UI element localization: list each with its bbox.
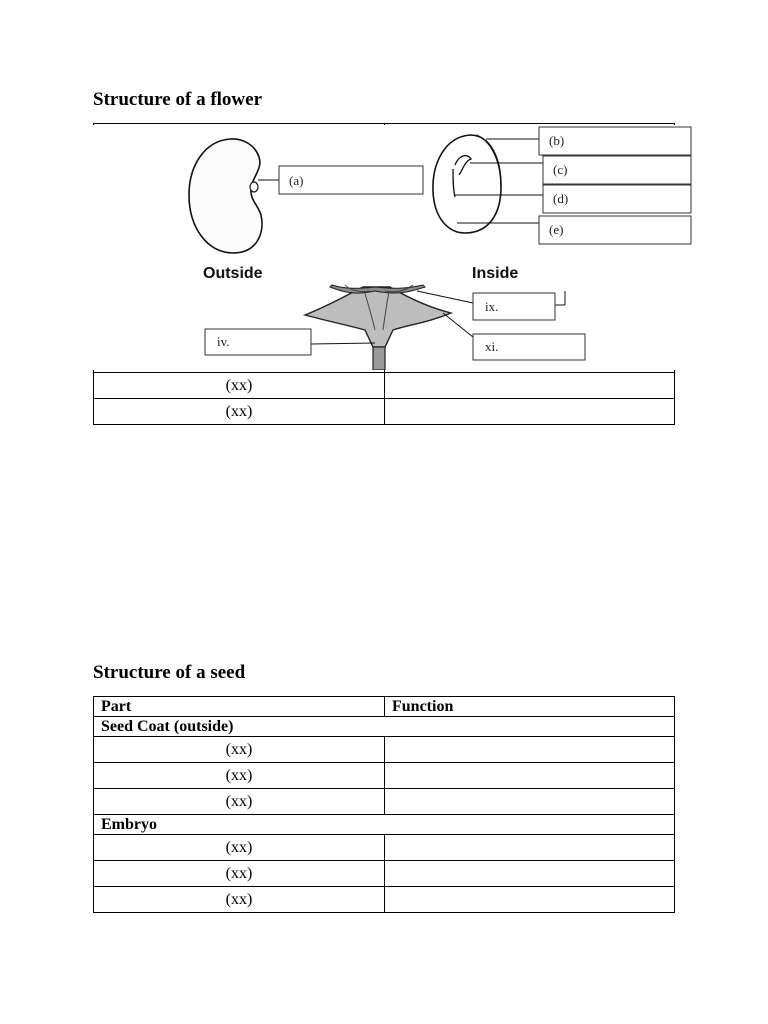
- table-row: [94, 789, 675, 815]
- seed-inside-caption: Inside: [472, 265, 519, 282]
- label-a: (a): [289, 173, 304, 188]
- table-row: [94, 861, 675, 887]
- seed-part-cell[interactable]: (xx): [94, 835, 385, 861]
- label-iv: iv.: [217, 334, 230, 349]
- label-e: (e): [549, 222, 564, 237]
- seed-function-cell[interactable]: [385, 835, 675, 861]
- table-row: [94, 763, 675, 789]
- table-row: [94, 373, 675, 399]
- seed-outside-caption: Outside: [203, 265, 263, 282]
- label-d: (d): [553, 191, 569, 206]
- table-group-row: [94, 815, 675, 835]
- table-row: [94, 737, 675, 763]
- label-ix: ix.: [485, 299, 499, 314]
- table-group-row: [94, 717, 675, 737]
- label-xi: xi.: [485, 339, 499, 354]
- label-c: (c): [553, 162, 568, 177]
- table-row: [94, 399, 675, 425]
- label-b: (b): [549, 133, 565, 148]
- diagram-svg: [45, 125, 715, 370]
- flower-stalk: [373, 347, 385, 370]
- table-header-row: [94, 697, 675, 717]
- table-row: [94, 835, 675, 861]
- seed-part-cell[interactable]: (xx): [94, 737, 385, 763]
- seed-part-cell[interactable]: (xx): [94, 887, 385, 913]
- seed-function-cell[interactable]: [385, 737, 675, 763]
- seed-section-title: Structure of a seed: [93, 662, 246, 683]
- seed-part-cell[interactable]: (xx): [94, 763, 385, 789]
- seed-function-cell[interactable]: [385, 789, 675, 815]
- hilum-mark: [250, 182, 258, 192]
- seed-function-cell[interactable]: [385, 887, 675, 913]
- seed-part-cell[interactable]: (xx): [94, 861, 385, 887]
- flower-part-cell[interactable]: (xx): [94, 399, 385, 425]
- flower-function-cell[interactable]: [385, 399, 675, 425]
- bean-inside-illustration: [433, 135, 501, 233]
- column-header-function: Function: [385, 697, 675, 717]
- flower-function-cell[interactable]: [385, 373, 675, 399]
- seed-table: [93, 696, 675, 913]
- flower-part-cell[interactable]: (xx): [94, 373, 385, 399]
- seed-function-cell[interactable]: [385, 861, 675, 887]
- group-label-embryo: Embryo: [94, 815, 675, 835]
- table-row: [94, 887, 675, 913]
- column-header-part: Part: [94, 697, 385, 717]
- seed-function-cell[interactable]: [385, 763, 675, 789]
- seed-part-cell[interactable]: (xx): [94, 789, 385, 815]
- seed-flower-diagram: [45, 125, 715, 370]
- group-label-seed-coat: Seed Coat (outside): [94, 717, 675, 737]
- flower-section-title: Structure of a flower: [93, 89, 263, 110]
